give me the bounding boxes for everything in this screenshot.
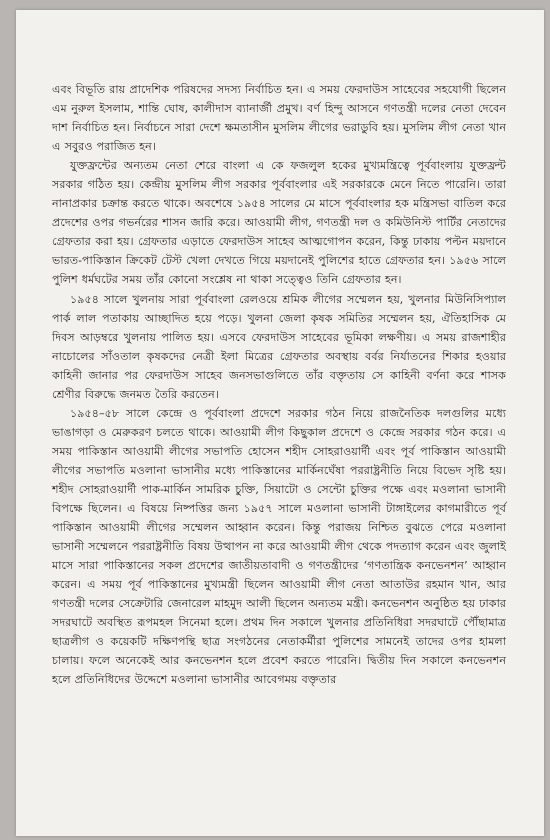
body-text — [52, 80, 506, 690]
paragraph-4: ১৯৫৪–৫৮ সালে কেন্দ্রে ও পূর্ববাংলা প্রদেশে সরকার গঠন নিয়ে রাজনৈতিক দলগুলির মধ্যে ভাঙাগড়া ও মেরুকরণ চলতে থাকে। আওয়ামী লীগ কিছুকাল প্রদেশে ও কেন্দ্রে সরকার গঠন করে। এ সময় পাকিস্তান আওয়ামী লীগের সভাপতি হোসেন শহীদ সোহরাওয়ার্দী এবং পূর্ব পাকিস্তান আওয়ামী লীগের সভাপতি মওলানা ভাসানীর মধ্যে পাকিস্তানের মার্কিনঘেঁষা পররাষ্ট্রনীতি নিয়ে বিভেদ সৃষ্টি হয়। শহীদ সোহরাওয়ার্দী পাক-মার্কিন সামরিক চুক্তি, সিয়াটো ও সেন্টো চুক্তির পক্ষে এবং মওলানা ভাসানী বিপক্ষে ছিলেন। এ বিষয়ে নিষ্পত্তির জন্য ১৯৫৭ সালে মওলানা ভাসানী টাঙ্গাইলের কাগমারীতে পূর্ব পাকিস্তান আওয়ামী লীগের সম্মেলন আহ্বান করেন। কিন্তু পরাজয় নিশ্চিত বুঝতে পেরে মওলানা ভাসানী সম্মেলনে পররাষ্ট্রনীতি বিষয় উত্থাপন না করে আওয়ামী লীগ থেকে পদত্যাগ করেন এবং জুলাই মাসে সারা পাকিস্তানের সকল প্রদেশের জাতীয়তাবাদী ও গণতন্ত্রীদের ‘গণতান্ত্রিক কনভেনশন’ আহ্বান করেন। এ সময় পূর্ব পাকিস্তানের মুখ্যমন্ত্রী ছিলেন আওয়ামী লীগ নেতা আতাউর রহমান খান, আর গণতন্ত্রী দলের সেক্রেটারি জেনারেল মাহমুদ আলী ছিলেন অন্যতম মন্ত্রী। কনভেনশন অনুষ্ঠিত হয় ঢাকার সদরঘাটে অবস্থিত রূপমহল সিনেমা হলে। প্রথম দিন সকালে খুলনার প্রতিনিধিরা সদরঘাটে পৌঁছামাত্র ছাত্রলীগ ও কয়েকটি দক্ষিণপন্থি ছাত্র সংগঠনের নেতাকর্মীরা পুলিশের সামনেই তাদের ওপর হামলা চালায়। ফলে অনেকেই আর কনভেনশন হলে প্রবেশ করতে পারেনি। দ্বিতীয় দিন সকালে কনভেনশন হলে প্রতিনিধিদের উদ্দেশে মওলানা ভাসানীর আবেগময় বক্তৃতার — [52, 406, 506, 687]
paragraph-1: এবং বিভূতি রায় প্রাদেশিক পরিষদের সদস্য নির্বাচিত হন। এ সময় ফেরদাউস সাহেবের সহযোগী ছিলেন এম নুরুল ইসলাম, শান্তি ঘোষ, কালীদাস ব্যানার্জী প্রমুখ। বর্ণ হিন্দু আসনে গণতন্ত্রী দলের নেতা দেবেন দাশ নির্বাচিত হন। নির্বাচনে সারা দেশে ক্ষমতাসীন মুসলিম লীগের ভরাডুবি হয়। মুসলিম লীগ নেতা খান এ সবুরও পরাজিত হন। — [52, 83, 506, 154]
paragraph-3: ১৯৫৪ সালে খুলনায় সারা পূর্ববাংলা রেলওয়ে শ্রমিক লীগের সম্মেলন হয়, খুলনার মিউনিসিপ্যাল পার্ক লাল পতাকায় আচ্ছাদিত হয়ে পড়ে। খুলনা জেলা কৃষক সমিতির সম্মেলন হয়, ঐতিহাসিক মে দিবস আড়ম্বরে খুলনায় পালিত হয়। এসবে ফেরদাউস সাহেবের ভূমিকা লক্ষণীয়। এ সময় রাজশাহীর নাচোলের সাঁওতাল কৃষকদের নেত্রী ইলা মিত্রের গ্রেফতার অবস্থায় বর্বর নির্যাতনের শিকার হওয়ার কাহিনী জানার পর ফেরদাউস সাহেব জনসভাগুলিতে তাঁর বক্তৃতায় সে কাহিনী বর্ণনা করে শাসক শ্রেণীর বিরুদ্ধে জনমত তৈরি করতেন। — [52, 292, 506, 401]
paragraph-2: যুক্তফ্রন্টের অন্যতম নেতা শেরে বাংলা এ কে ফজলুল হকের মুখ্যমন্ত্রিত্বে পূর্ববাংলায় যুক্তফ্রন্ট সরকার গঠিত হয়। কেন্দ্রীয় মুসলিম লীগ সরকার পূর্ববাংলার এই সরকারকে মেনে নিতে পারেনি। তারা নানাপ্রকার চক্রান্ত করতে থাকে। অবশেষে ১৯৫৪ সালের মে মাসে পূর্ববাংলার হক মন্ত্রিসভা বাতিল করে প্রদেশের ওপর গভর্নরের শাসন জারি করে। আওয়ামী লীগ, গণতন্ত্রী দল ও কমিউনিস্ট পার্টির নেতাদের গ্রেফতার করা হয়। গ্রেফতার এড়াতে ফেরদাউস সাহেব আত্মগোপন করেন, কিন্তু ঢাকায় পল্টন ময়দানে ভারত-পাকিস্তান ক্রিকেট টেস্ট খেলা দেখতে গিয়ে ময়দানেই পুলিশের হাতে গ্রেফতার হন। ১৯৫৬ সালে পুলিশ ধর্মঘটের সময় তাঁর কোনো সংশ্লেষ না থাকা সত্ত্বেও তিনি গ্রেফতার হন। — [52, 159, 506, 287]
book-page — [16, 10, 544, 836]
